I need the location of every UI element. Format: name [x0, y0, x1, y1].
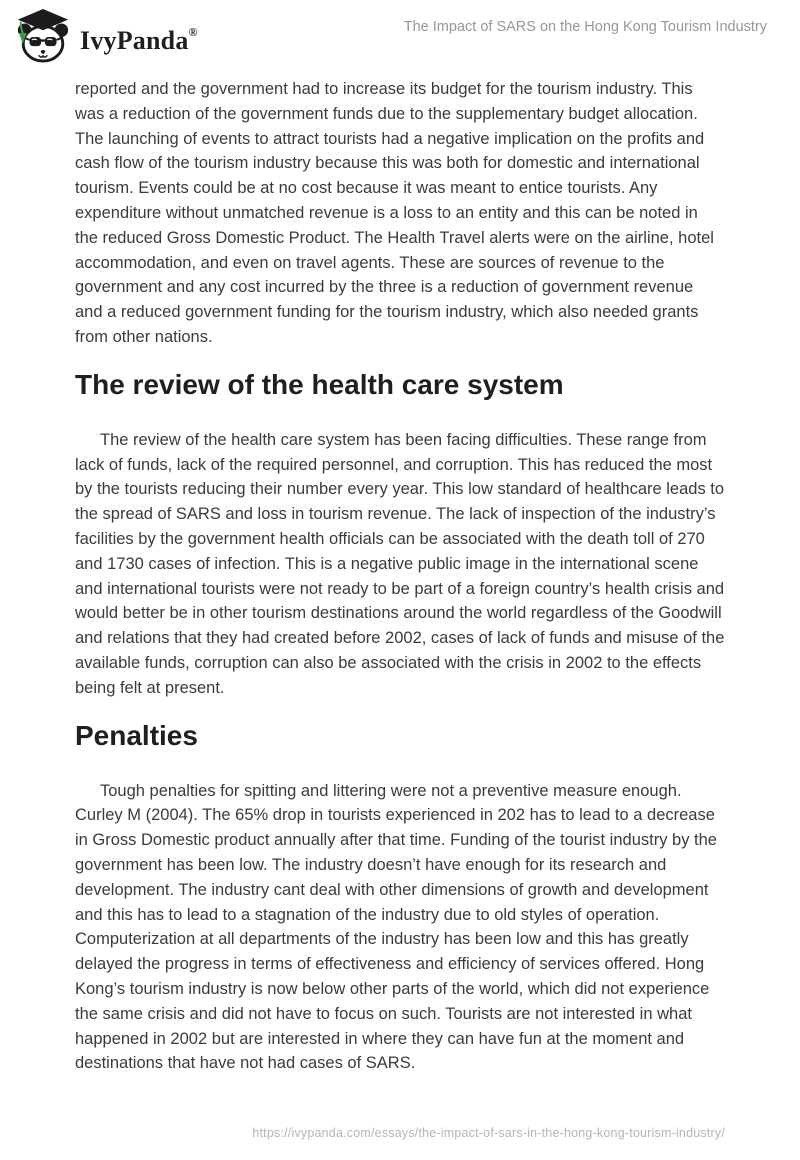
section-heading-health-care: The review of the health care system: [75, 368, 564, 400]
page-header: [0, 0, 800, 66]
source-url: https://ivypanda.com/essays/the-impact-of-sars-in-the-hong-kong-tourism-industry/: [252, 1126, 725, 1140]
page-footer: [252, 1124, 725, 1142]
panda-graduate-icon: [14, 8, 72, 64]
essay-content: [0, 66, 800, 1076]
paragraph-budget-continuation: reported and the government had to increase its budget for the tourism industry. This was a reduction of the government funds due to the supplementary budget allocation. The launching of events to attract tourists had a negative implication on the profits and cash flow of the tourism industry because this was both for domestic and international tourism. Events could be at no cost because it was meant to entice tourists. Any expenditure without unmatched revenue is a loss to an entity and this can be noted in the reduced Gross Domestic Product. The Health Travel alerts were on the airline, hotel accommodation, and even on travel agents. These are sources of revenue to the government and any cost incurred by the three is a reduction of government revenue and a reduced government funding for the tourism industry, which also needed grants from other nations.: [75, 80, 714, 346]
paragraph-health-care: The review of the health care system has been facing difficulties. These range from lack of funds, lack of the required personnel, and corruption. This has reduced the most by the tourists reducing their number every year. This low standard of healthcare leads to the spread of SARS and loss in tourism revenue. The lack of inspection of the industry’s facilities by the government health officials can be associated with the death toll of 270 and 1730 cases of infection. This is a negative public image in the international scene and international tourists were not ready to be part of a foreign country’s health crisis and would better be in other tourism destinations around the world regardless of the Goodwill and relations that they had created before 2002, cases of lack of funds and misuse of the available funds, corruption can also be associated with the crisis in 2002 to the effects being felt at present.: [75, 430, 725, 697]
document-title: The Impact of SARS on the Hong Kong Tourism Industry: [403, 19, 767, 35]
brand-name-text: IvyPanda: [80, 26, 189, 55]
brand-logo: [14, 8, 198, 64]
brand-name: [80, 18, 198, 54]
section-heading-penalties: Penalties: [75, 719, 198, 751]
registered-mark-icon: ®: [188, 25, 198, 39]
paragraph-penalties: Tough penalties for spitting and littering were not a preventive measure enough. Curley M (2004). The 65% drop in tourists experienced in 202 has to lead to a decrease in Gross Domestic product annually after that time. Funding of the tourist industry by the government has been low. The industry doesn’t have enough for its research and development. The industry cant deal with other dimensions of growth and development and this has to lead to a stagnation of the industry due to old styles of operation. Computerization at all departments of the industry has been low and this has greatly delayed the progress in terms of effectiveness and efficiency of services offered. Hong Kong’s tourism industry is now below other parts of the world, which did not experience the same crisis and did not have to focus on such. Tourists are not interested in what happened in 2002 but are interested in where they can have fun at the moment and destinations that have not had cases of SARS.: [75, 781, 717, 1073]
